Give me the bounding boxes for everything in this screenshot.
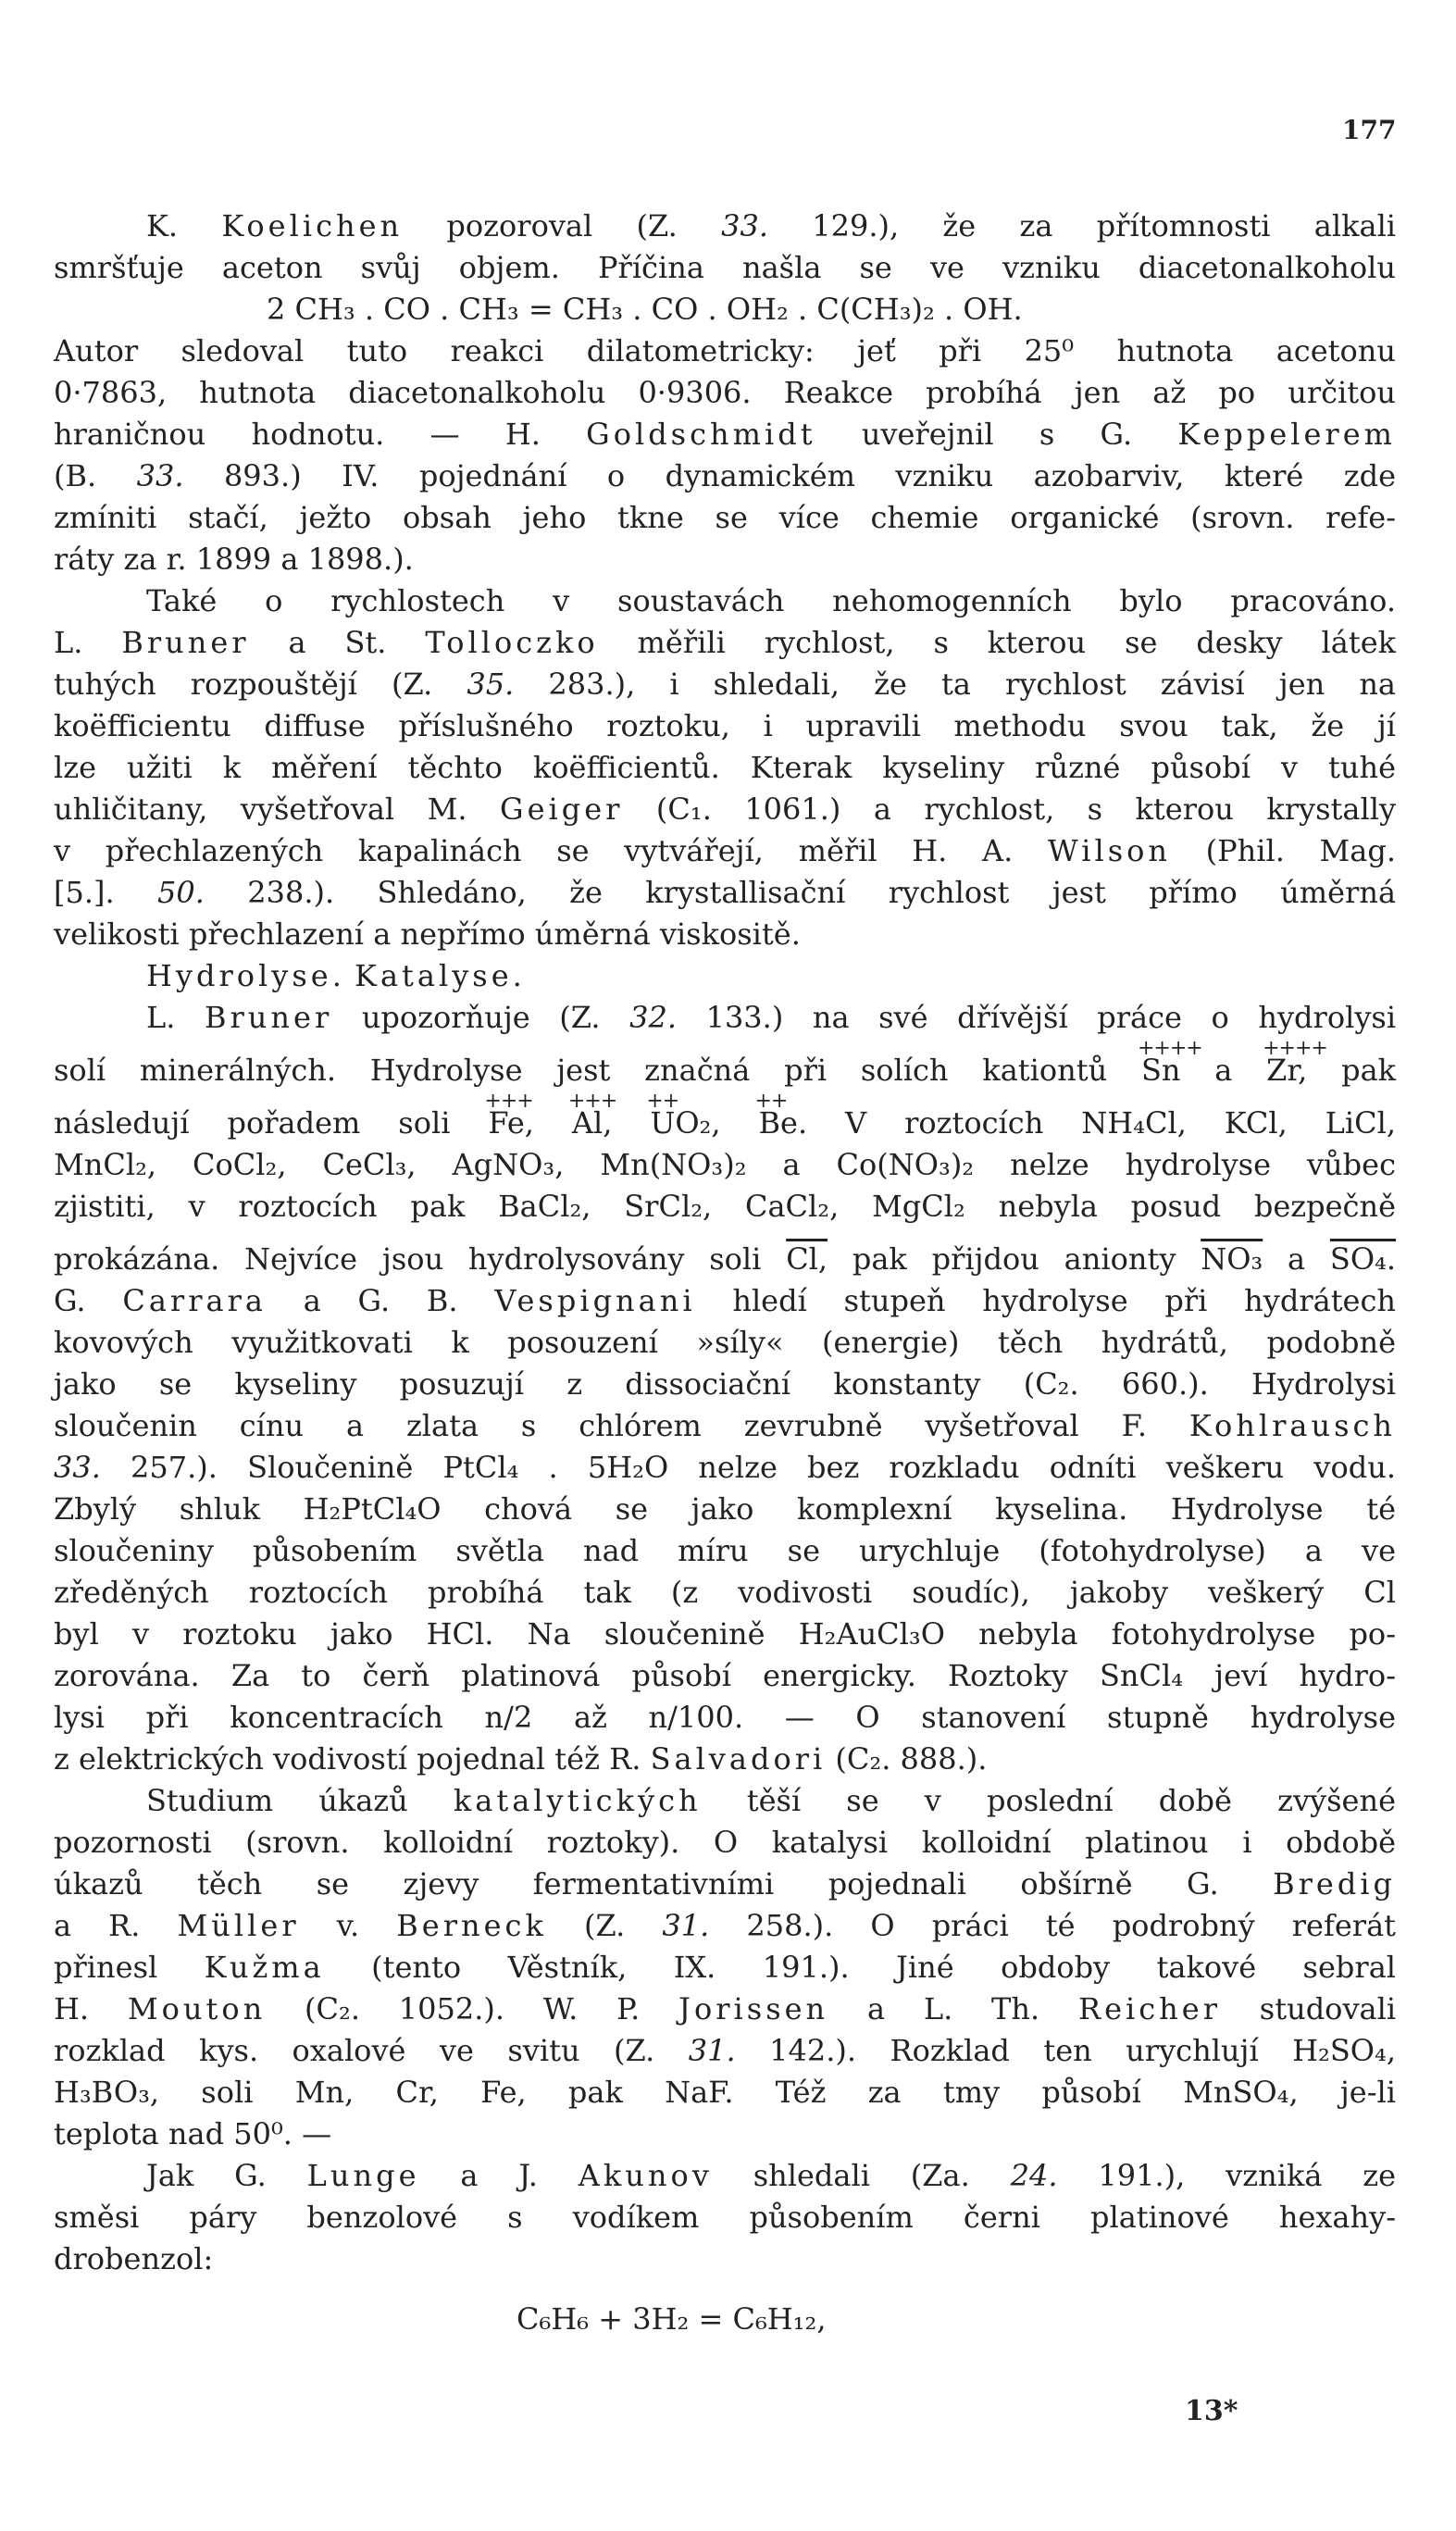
text-line: následují pořadem soli +++ Fe, +++ Al, ++ UO₂, ++ Be. V roztocích NH₄Cl, KCl, LiCl,	[54, 1103, 1396, 1144]
charge-mark: ++	[646, 1090, 679, 1113]
text-line: drobenzol:	[54, 2241, 214, 2276]
equation: C₆H₆ + 3H₂ = C₆H₁₂,	[516, 2301, 827, 2337]
text-line: MnCl₂, CoCl₂, CeCl₃, AgNO₃, Mn(NO₃)₂ a Co(NO₃)₂ nelze hydrolyse vůbec	[54, 1147, 1396, 1182]
text-line: Také o rychlostech v soustavách nehomogenních bylo pracováno.	[146, 583, 1396, 618]
charge-mark: ++++	[1263, 1037, 1327, 1060]
text-line: Jak G. Lunge a J. Akunov shledali (Za. 24. 191.), vzniká ze	[146, 2158, 1397, 2193]
text-line: prokázána. Nejvíce jsou hydrolysovány soli Cl, pak přijdou anionty NO₃ a SO₄.	[54, 1241, 1397, 1277]
text-line: [5.]. 50. 238.). Shledáno, že krystallisační rychlost jest přímo úměrná	[54, 875, 1397, 910]
charge-mark: ++	[754, 1090, 788, 1113]
text-line: H. Mouton (C₂. 1052.). W. P. Jorissen a L. Th. Reicher studovali	[54, 1991, 1397, 2026]
text-line: 0·7863, hutnota diacetonalkoholu 0·9306. Reakce probíhá jen až po určitou	[54, 375, 1396, 410]
text-line: teplota nad 50⁰. —	[54, 2116, 332, 2151]
text-line: rozklad kys. oxalové ve svitu (Z. 31. 142.). Rozklad ten urychlují H₂SO₄,	[54, 2033, 1397, 2068]
text-line: 33. 257.). Sloučenině PtCl₄ . 5H₂O nelze bez rozkladu odníti veškeru vodu.	[54, 1450, 1397, 1485]
text-line: byl v roztoku jako HCl. Na sloučenině H₂AuCl₃O nebyla fotohydrolyse po-	[54, 1616, 1396, 1652]
charge-mark: +++	[484, 1090, 533, 1113]
charge-mark: +++	[567, 1090, 617, 1113]
text-line: z elektrických vodivostí pojednal též R. Salvadori (C₂. 888.).	[54, 1741, 988, 1777]
author-name: Koelichen	[221, 208, 404, 243]
text-line: kovových využitkovati k posouzení »síly« (energie) těch hydrátů, podobně	[54, 1325, 1396, 1360]
text-line: přinesl Kužma (tento Věstník, IX. 191.). Jiné obdoby takové sebral	[54, 1950, 1397, 1985]
text-line: zjistiti, v roztocích pak BaCl₂, SrCl₂, CaCl₂, MgCl₂ nebyla posud bezpečně	[54, 1189, 1396, 1224]
text-line: G. Carrara a G. B. Vespignani hledí stupeň hydrolyse při hydrátech	[54, 1283, 1397, 1318]
text-line: v přechlazených kapalinách se vytvářejí, měřil H. A. Wilson (Phil. Mag.	[54, 833, 1397, 868]
text-line: hraničnou hodnotu. — H. Goldschmidt uveřejnil s G. Keppelerem	[54, 417, 1396, 452]
equation: 2 CH₃ . CO . CH₃ = CH₃ . CO . OH₂ . C(CH₃)₂ . OH.	[267, 292, 1023, 327]
text-line: Autor sledoval tuto reakci dilatometricky: jeť při 25⁰ hutnota acetonu	[54, 333, 1396, 368]
text-line: K. Koelichen pozoroval (Z. 33. 129.), že za přítomnosti alkali	[146, 208, 1397, 243]
text-line: lze užiti k měření těchto koëfficientů. Kterak kyseliny různé působí v tuhé	[54, 750, 1396, 785]
text-line: velikosti přechlazení a nepřímo úměrná viskositě.	[54, 916, 801, 952]
text-line: Zbylý shluk H₂PtCl₄O chová se jako komplexní kyselina. Hydrolyse té	[54, 1491, 1396, 1527]
text-line: sloučeniny působením světla nad míru se urychluje (fotohydrolyse) a ve	[54, 1533, 1396, 1568]
text-line: směsi páry benzolové s vodíkem působením černi platinové hexahy-	[54, 2200, 1396, 2235]
text-line: tuhých rozpouštějí (Z. 35. 283.), i shledali, že ta rychlost závisí jen na	[54, 667, 1397, 702]
text-line: sloučenin cínu a zlata s chlórem zevrubně vyšetřoval F. Kohlrausch	[54, 1408, 1397, 1443]
charge-mark: ++++	[1137, 1037, 1202, 1060]
text-line: ráty za r. 1899 a 1898.).	[54, 542, 414, 577]
text-line: smršťuje aceton svůj objem. Příčina našla se ve vzniku diacetonalkoholu	[54, 250, 1396, 285]
text-line: a R. Müller v. Berneck (Z. 31. 258.). O práci té podrobný referát	[54, 1908, 1396, 1943]
text-line: (B. 33. 893.) IV. pojednání o dynamickém vzniku azobarviv, které zde	[54, 458, 1397, 493]
text-line: pozornosti (srovn. kolloidní roztoky). O katalysi kolloidní platinou i obdobě	[54, 1825, 1396, 1860]
signature-mark: 13*	[1185, 2395, 1238, 2427]
text-line: zmíniti stačí, ježto obsah jeho tkne se více chemie organické (srovn. refe-	[54, 500, 1396, 535]
text-line: H₃BO₃, soli Mn, Cr, Fe, pak NaF. Též za tmy působí MnSO₄, je-li	[54, 2075, 1396, 2110]
text-line: koëfficientu diffuse příslušného roztoku, i upravili methodu svou tak, že jí	[54, 708, 1396, 743]
section-heading: Hydrolyse. Katalyse.	[146, 958, 526, 993]
text-line: solí minerálných. Hydrolyse jest značná při solích kationtů ++++ Sn a ++++ Zr, pak	[54, 1050, 1396, 1091]
body-text	[54, 206, 1396, 2340]
text-line: lysi při koncentracích n/2 až n/100. — O stanovení stupně hydrolyse	[54, 1700, 1396, 1735]
text-line: úkazů těch se zjevy fermentativními pojednali obšírně G. Bredig	[54, 1866, 1397, 1901]
text-line: zředěných roztocích probíhá tak (z vodivosti soudíc), jakoby veškerý Cl	[54, 1575, 1396, 1610]
page-number: 177	[1342, 115, 1397, 145]
text-line: jako se kyseliny posuzují z dissociační konstanty (C₂. 660.). Hydrolysi	[54, 1366, 1396, 1402]
text-line: L. Bruner a St. Tolloczko měřili rychlost, s kterou se desky látek	[54, 625, 1397, 660]
text-line: zorována. Za to čerň platinová působí energicky. Roztoky SnCl₄ jeví hydro-	[54, 1658, 1396, 1693]
text-line: Studium úkazů katalytických těší se v poslední době zvýšené	[146, 1783, 1396, 1818]
text-line: L. Bruner upozorňuje (Z. 32. 133.) na své dřívější práce o hydrolysi	[146, 1000, 1397, 1035]
text-line: uhličitany, vyšetřoval M. Geiger (C₁. 1061.) a rychlost, s kterou krystally	[54, 792, 1397, 827]
